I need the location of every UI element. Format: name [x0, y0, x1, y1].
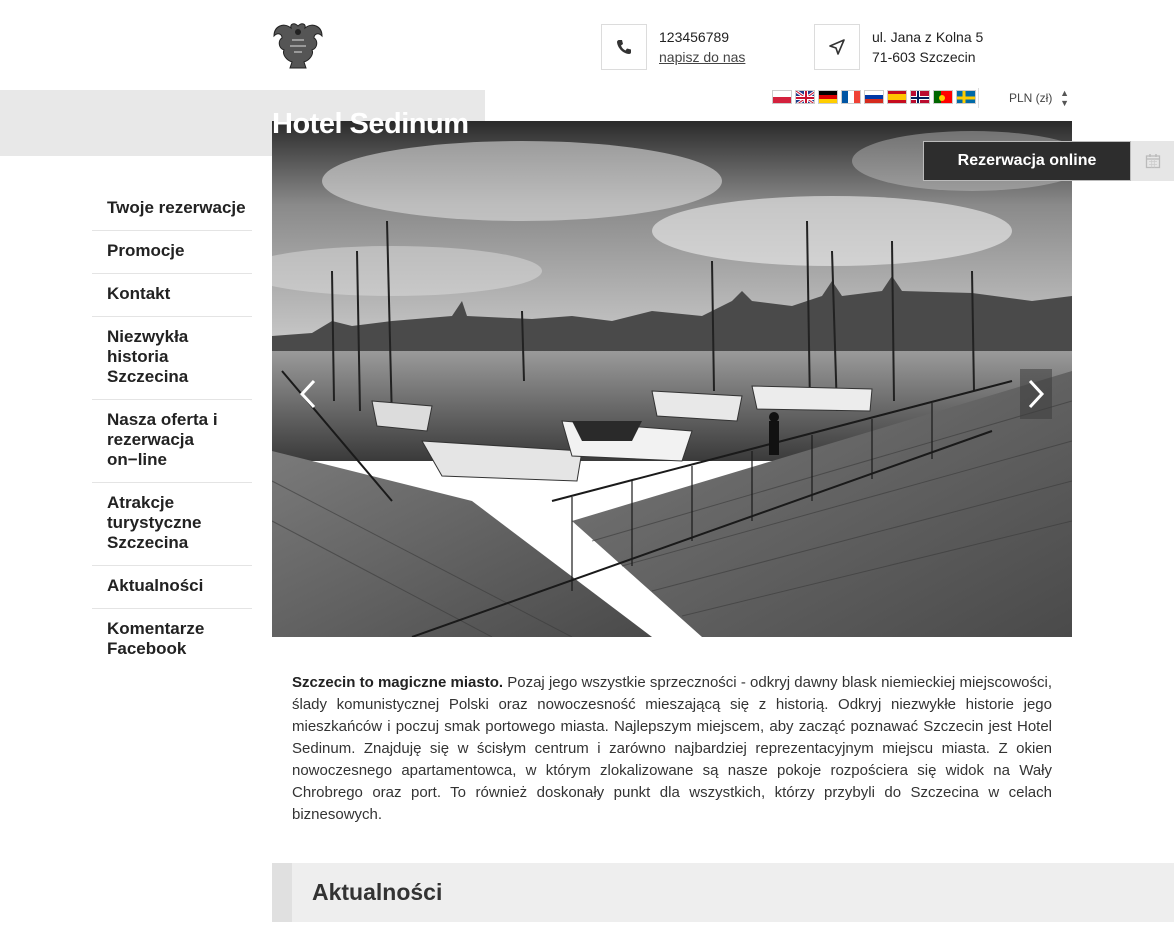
currency-value: PLN (zł)	[1009, 91, 1053, 105]
chevron-left-icon	[299, 379, 317, 409]
intro-text	[292, 672, 1052, 826]
address-line-2: 71-603 Szczecin	[872, 49, 976, 65]
flag-se-icon[interactable]	[956, 90, 976, 104]
online-reservation	[923, 141, 1174, 181]
sidebar-item-contact[interactable]: Kontakt	[92, 274, 252, 317]
sidebar-item-facebook-comments[interactable]: Komentarze Facebook	[107, 619, 205, 658]
phone-contact	[601, 24, 745, 70]
address-contact	[814, 24, 983, 70]
news-section	[272, 863, 1174, 922]
flag-no-icon[interactable]	[910, 90, 930, 104]
flag-pl-icon[interactable]	[772, 90, 792, 104]
sidebar-item-news[interactable]: Aktualności	[92, 566, 252, 609]
calendar-icon[interactable]	[1131, 141, 1174, 181]
slider-next-button[interactable]	[1020, 369, 1052, 419]
slider-prev-button[interactable]	[292, 369, 324, 419]
language-selector	[772, 90, 976, 104]
eagle-crest-logo[interactable]	[270, 18, 326, 72]
hotel-title[interactable]: Hotel Sedinum	[272, 108, 469, 140]
navigation-arrow-icon[interactable]	[814, 24, 860, 70]
flag-es-icon[interactable]	[887, 90, 907, 104]
news-heading: Aktualności	[312, 879, 443, 905]
currency-select[interactable]	[978, 88, 1073, 108]
flag-pt-icon[interactable]	[933, 90, 953, 104]
sidebar-item-attractions[interactable]: Atrakcje turystyczne Szczecina	[92, 483, 252, 566]
sidebar-item-your-reservations[interactable]: Twoje rezerwacje	[92, 188, 252, 231]
chevron-right-icon	[1027, 379, 1045, 409]
address-line-1: ul. Jana z Kolna 5	[872, 29, 984, 45]
sidebar-item-offer[interactable]: Nasza oferta i rezerwacja on−line	[92, 400, 252, 483]
intro-lead: Szczecin to magiczne miasto.	[292, 674, 504, 691]
phone-number[interactable]: 123456789	[659, 29, 730, 45]
flag-de-icon[interactable]	[818, 90, 838, 104]
select-arrows-icon: ▲ ▼	[1060, 88, 1069, 108]
phone-icon[interactable]	[601, 24, 647, 70]
marina-black-and-white-photo	[272, 121, 1072, 637]
flag-fr-icon[interactable]	[841, 90, 861, 104]
flag-ru-icon[interactable]	[864, 90, 884, 104]
online-reservation-button[interactable]: Rezerwacja online	[923, 141, 1131, 181]
sidebar-item-history[interactable]: Niezwykła historia Szczecina	[92, 317, 252, 400]
intro-body: Pozaj jego wszystkie sprzeczności - odkryj dawny blask niemieckiej miejscowości, ślady komunistycznej Polski oraz nowoczesność mieszającą się z historią. Odkryj niezwykłe historie jego mieszkańców i poczuj smak portowego miasta. Najlepszym miejscem, aby zacząć poznawać Szczecin jest Hotel Sedinum. Znajduję się w ścisłym centrum i zarówno najbardziej reprezentacyjnym miejscu miasta. Z okien nowoczesnego apartamentowca, w którym zlokalizowane są nasze pokoje rozpościera się widok na Wały Chrobrego oraz port. To również doskonały punkt dla wszystkich, którzy przybyli do Szczecina w celach biznesowych.	[292, 674, 1052, 823]
sidebar-nav	[92, 188, 252, 671]
write-to-us-link[interactable]: napisz do nas	[659, 49, 746, 65]
sidebar-item-promotions[interactable]: Promocje	[92, 231, 252, 274]
flag-en-icon[interactable]	[795, 90, 815, 104]
